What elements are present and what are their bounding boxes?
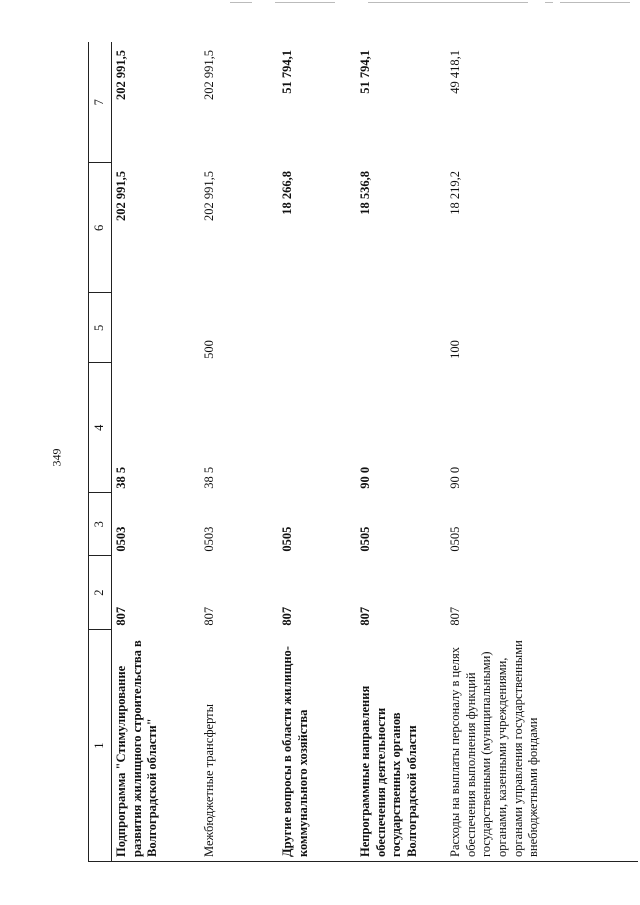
table-row: [356, 42, 446, 862]
row-section-code: 0503: [202, 526, 216, 552]
budget-table-container: [88, 42, 633, 862]
header-cell: 2: [89, 556, 112, 630]
page-number: 349: [49, 448, 64, 467]
row-expense-type: 100: [448, 340, 462, 359]
row-amount-2: 202 991,5: [114, 50, 128, 100]
row-expense-type: [278, 293, 356, 363]
header-cell: 5: [89, 293, 112, 363]
row-section-code: 0503: [114, 526, 128, 552]
row-name: Непрограммные направления обеспечения деятельности государственных органов Волгоградской области: [356, 630, 446, 862]
row-target-code: [278, 363, 356, 493]
row-name: Подпрограмма "Стимулирование развития жилищного строительства в Волгоградской области": [112, 630, 201, 862]
header-cell: 4: [89, 363, 112, 493]
row-department-code: 807: [114, 606, 128, 626]
row-expense-type: [112, 293, 201, 363]
row-amount-1: 18 536,8: [358, 170, 372, 215]
row-department-code: 807: [358, 606, 372, 626]
row-expense-type: [356, 293, 446, 363]
row-target-code: 38 5: [114, 466, 128, 489]
budget-table: [88, 42, 638, 862]
row-amount-2: 49 418,1: [448, 50, 462, 94]
row-department-code: 807: [202, 606, 216, 626]
row-amount-2: 202 991,5: [202, 50, 216, 100]
row-department-code: 807: [280, 606, 294, 626]
budget-table-rotated: [88, 42, 633, 862]
scan-mark: [230, 2, 252, 3]
header-cell: 1: [89, 630, 112, 862]
row-name: Межбюджетные трансферты: [200, 630, 278, 862]
row-section-code: 0505: [448, 526, 462, 552]
scan-mark: [545, 2, 553, 3]
table-row: [278, 42, 356, 862]
row-amount-2: 51 794,1: [358, 50, 372, 94]
header-row: [89, 42, 112, 862]
row-target-code: 90 0: [358, 466, 372, 489]
scan-mark: [275, 2, 335, 3]
header-cell: 7: [89, 42, 112, 163]
row-name: Расходы на выплаты персоналу в целях обеспечения выполнения функций государственными (муниципальными) органами, казенными учреждениями, органами управления государственными внебюджетными фондами: [446, 630, 638, 862]
table-row: [446, 42, 638, 862]
scan-mark: [368, 2, 528, 3]
row-amount-1: 202 991,5: [202, 170, 216, 221]
table-row: [112, 42, 201, 862]
row-section-code: 0505: [280, 526, 294, 552]
header-cell: 6: [89, 163, 112, 293]
row-target-code: 90 0: [448, 466, 462, 489]
table-row: [200, 42, 278, 862]
scan-mark: [560, 2, 630, 3]
row-amount-1: 18 219,2: [448, 170, 462, 215]
header-cell: 3: [89, 493, 112, 556]
row-amount-1: 18 266,8: [280, 170, 294, 215]
row-department-code: 807: [448, 606, 462, 626]
row-section-code: 0505: [358, 526, 372, 552]
row-expense-type: 500: [202, 340, 216, 359]
row-amount-2: 51 794,1: [280, 50, 294, 94]
row-amount-1: 202 991,5: [114, 170, 128, 221]
row-target-code: 38 5: [202, 466, 216, 489]
row-name: Другие вопросы в области жилищно-коммунального хозяйства: [278, 630, 356, 862]
